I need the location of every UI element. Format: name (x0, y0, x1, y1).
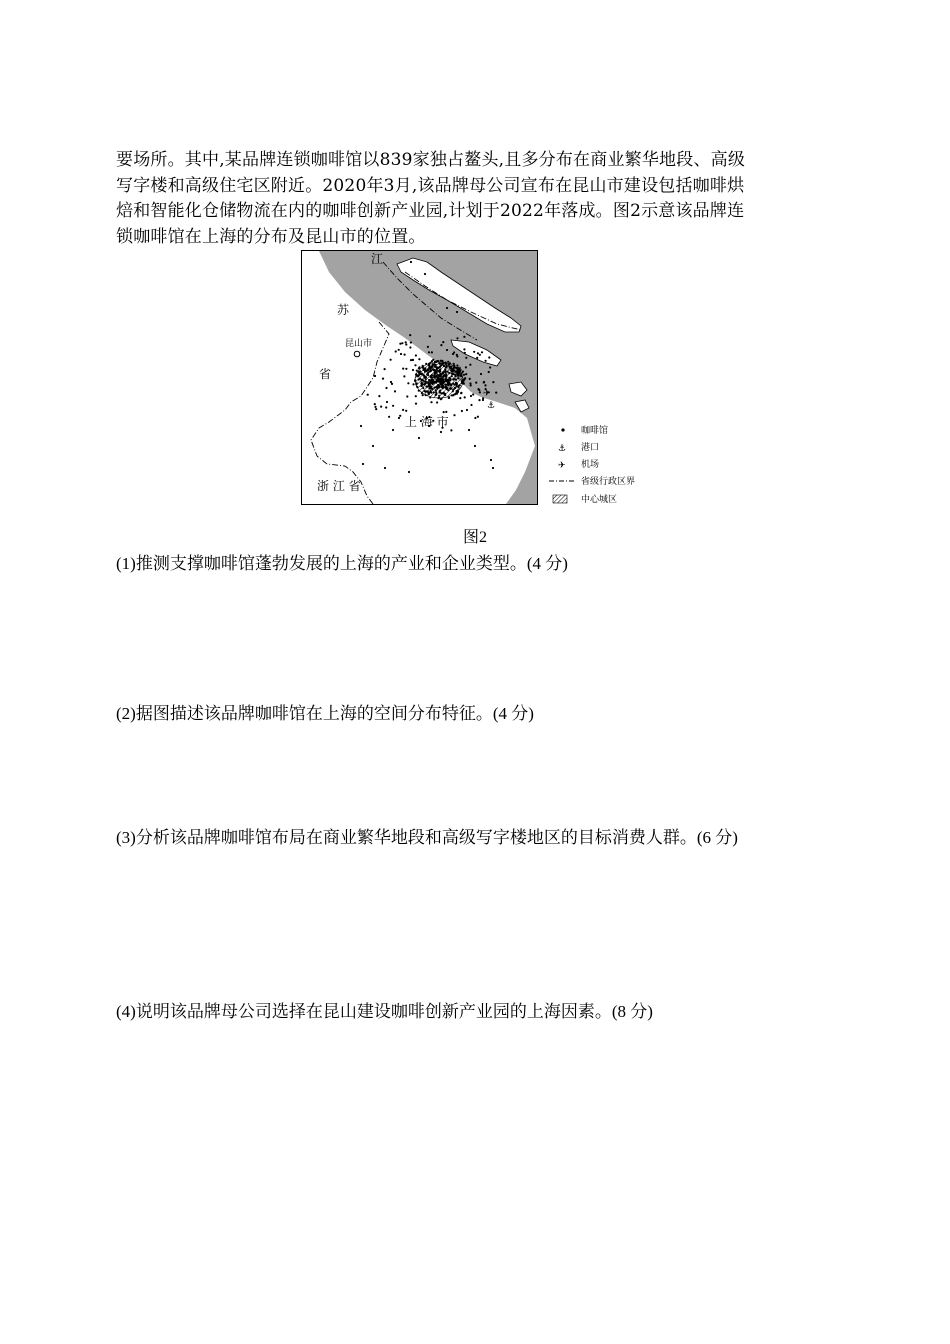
coffee-shop-dot (474, 445, 476, 447)
coffee-shop-dot (444, 375, 446, 377)
coffee-shop-dot (468, 429, 470, 431)
coffee-shop-dot (460, 392, 462, 394)
coffee-shop-dot (443, 386, 445, 388)
coffee-shop-dot (462, 382, 464, 384)
coffee-shop-dot (410, 359, 412, 361)
coffee-shop-dot (374, 403, 376, 405)
legend-label: 咖啡馆 (581, 426, 609, 436)
coffee-shop-dot (452, 373, 454, 375)
coffee-shop-dot (470, 384, 472, 386)
coffee-shop-dot (428, 379, 430, 381)
coffee-shop-dot (450, 366, 452, 368)
coffee-shop-dot (461, 410, 463, 412)
coffee-shop-dot (431, 351, 433, 353)
anchor-icon: ⚓ (558, 444, 567, 454)
coffee-shop-dot (425, 363, 427, 365)
coffee-shop-dot (421, 383, 423, 385)
coffee-shop-dot (418, 358, 420, 360)
coffee-shop-dot (464, 396, 466, 398)
coffee-shop-dot (425, 376, 427, 378)
coffee-shop-dot (401, 342, 403, 344)
coffee-shop-dot (447, 361, 449, 363)
coffee-shop-dot (422, 394, 424, 396)
coffee-shop-dot (469, 378, 471, 380)
coffee-shop-dot (412, 369, 414, 371)
coffee-shop-dot (403, 375, 405, 377)
kunshan-marker (354, 351, 360, 357)
coffee-shop-dot (435, 364, 437, 366)
coffee-shop-dot (464, 352, 466, 354)
coffee-shop-dot (449, 387, 451, 389)
question-4: (4)说明该品牌母公司选择在昆山建设咖啡创新产业园的上海因素。(8 分) (116, 1002, 653, 1021)
coffee-shop-dot (451, 375, 453, 377)
coffee-shop-dot (416, 386, 418, 388)
coffee-shop-dot (426, 369, 428, 371)
coffee-shop-dot (360, 425, 362, 427)
coffee-shop-dot (394, 390, 396, 392)
coffee-shop-dot (422, 387, 424, 389)
coffee-shop-dot (395, 350, 397, 352)
coffee-shop-dot (380, 406, 382, 408)
coffee-shop-dot (404, 354, 406, 356)
coffee-shop-dot (443, 381, 445, 383)
coffee-shop-dot (477, 416, 479, 418)
coffee-shop-dot (452, 353, 454, 355)
legend-label: 省级行政区界 (581, 477, 636, 487)
coffee-shop-dot (445, 378, 447, 380)
coffee-shop-dot (390, 359, 392, 361)
coffee-shop-dot (456, 393, 458, 395)
coffee-shop-dot (470, 404, 472, 406)
coffee-shop-dot (446, 365, 448, 367)
coffee-shop-dot (474, 417, 476, 419)
coffee-shop-dot (412, 383, 414, 385)
coffee-shop-dot (438, 395, 440, 397)
coffee-shop-dot (405, 410, 407, 412)
coffee-shop-dot (480, 373, 482, 375)
coffee-shop-dot (435, 391, 437, 393)
coffee-shop-dot (428, 382, 430, 384)
coffee-shop-dot (426, 373, 428, 375)
coffee-shop-dot (443, 371, 445, 373)
coffee-shop-dot (439, 370, 441, 372)
coffee-shop-dot (477, 388, 479, 390)
question-1: (1)推测支撑咖啡馆蓬勃发展的上海的产业和企业类型。(4 分) (116, 554, 568, 573)
coffee-shop-dot (433, 373, 435, 375)
coffee-shop-dot (479, 391, 481, 393)
coffee-shop-dot (445, 373, 447, 375)
coffee-shop-dot (450, 385, 452, 387)
coffee-shop-dot (445, 384, 447, 386)
coffee-shop-dot (452, 388, 454, 390)
coffee-shop-dot (473, 351, 475, 353)
figure-caption: 图2 (462, 529, 487, 546)
coffee-shop-dot (456, 337, 458, 339)
coffee-shop-dot (435, 389, 437, 391)
coffee-shop-dot (430, 401, 432, 403)
coffee-shop-dot (405, 341, 407, 343)
coffee-shop-dot (398, 417, 400, 419)
coffee-shop-dot (456, 355, 458, 357)
coffee-shop-dot (436, 401, 438, 403)
coffee-shop-dot (402, 368, 404, 370)
coffee-shop-dot (444, 371, 446, 373)
anchor-icon: ⚓ (487, 401, 496, 411)
coffee-shop-dot (436, 387, 438, 389)
coffee-shop-dot (412, 359, 414, 361)
coffee-shop-dot (477, 352, 479, 354)
coffee-shop-dot (481, 351, 483, 353)
coffee-shop-dot (424, 371, 426, 373)
coffee-shop-dot (446, 349, 448, 351)
coffee-shop-dot (439, 373, 441, 375)
coffee-shop-dot (464, 377, 466, 379)
coffee-shop-dot (430, 376, 432, 378)
label-zhejiang: 浙 江 省 (317, 479, 361, 493)
coffee-shop-dot (463, 336, 465, 338)
coffee-shop-dot (429, 335, 431, 337)
coffee-shop-dot (457, 389, 459, 391)
coffee-shop-dot (440, 398, 442, 400)
airplane-icon: ✈ (415, 371, 423, 381)
coffee-shop-dot (406, 395, 408, 397)
coffee-shop-dot (439, 381, 441, 383)
coffee-shop-dot (444, 368, 446, 370)
coffee-shop-dot (432, 381, 434, 383)
coffee-shop-dot (485, 360, 487, 362)
passage-line: 要场所。其中,某品牌连锁咖啡馆以839家独占鳌头,且多分布在商业繁华地段、高级 (116, 150, 746, 170)
coffee-shop-dot (475, 382, 477, 384)
coffee-shop-dot (399, 343, 401, 345)
coffee-shop-dot (441, 378, 443, 380)
coffee-shop-dot (374, 375, 376, 377)
coffee-shop-dot (483, 381, 485, 383)
coffee-shop-dot (488, 356, 490, 358)
coffee-shop-dot (470, 395, 472, 397)
coffee-shop-dot (430, 386, 432, 388)
coffee-shop-dot (430, 392, 432, 394)
airplane-icon: ✈ (483, 389, 491, 399)
airplane-icon: ✈ (558, 461, 566, 471)
label-jiang: 江 (371, 252, 384, 266)
coffee-shop-dot (384, 467, 386, 469)
coffee-shop-dot (448, 397, 450, 399)
question-2: (2)据图描述该品牌咖啡馆在上海的空间分布特征。(4 分) (116, 704, 534, 723)
coffee-shop-dot (400, 353, 402, 355)
dot-icon (561, 428, 564, 431)
coffee-shop-dot (445, 411, 447, 413)
coffee-shop-dot (415, 383, 417, 385)
coffee-shop-dot (439, 379, 441, 381)
coffee-shop-dot (447, 379, 449, 381)
label-su: 苏 (337, 303, 350, 317)
coffee-shop-dot (424, 273, 426, 275)
coffee-shop-dot (441, 363, 443, 365)
coffee-shop-dot (367, 394, 369, 396)
coffee-shop-dot (440, 360, 442, 362)
coffee-shop-dot (466, 409, 468, 411)
coffee-shop-dot (451, 370, 453, 372)
coffee-shop-dot (427, 346, 429, 348)
figure-2-map (301, 250, 661, 506)
coffee-shop-dot (418, 437, 420, 439)
map-legend (549, 424, 635, 505)
coffee-shop-dot (442, 384, 444, 386)
coffee-shop-dot (415, 403, 417, 405)
coffee-shop-dot (443, 411, 445, 413)
coffee-shop-dot (431, 383, 433, 385)
coffee-shop-dot (465, 373, 467, 375)
coffee-shop-dot (372, 445, 374, 447)
coffee-shop-dot (465, 357, 467, 359)
coffee-shop-dot (436, 367, 438, 369)
coffee-shop-dot (424, 369, 426, 371)
coffee-shop-dot (432, 359, 434, 361)
coffee-shop-dot (435, 371, 437, 373)
coffee-shop-dot (409, 346, 411, 348)
coffee-shop-dot (428, 391, 430, 393)
coffee-shop-dot (385, 387, 387, 389)
coffee-shop-dot (451, 368, 453, 370)
coffee-shop-dot (409, 334, 411, 336)
coffee-shop-dot (440, 344, 442, 346)
coffee-shop-dot (488, 371, 490, 373)
coffee-shop-dot (415, 395, 417, 397)
coffee-shop-dot (425, 394, 427, 396)
coffee-shop-dot (362, 463, 364, 465)
coffee-shop-dot (433, 375, 435, 377)
coffee-shop-dot (386, 401, 388, 403)
question-3: (3)分析该品牌咖啡馆布局在商业繁华地段和高级写字楼地区的目标消费人群。(6 分) (116, 828, 738, 847)
coffee-shop-dot (439, 362, 441, 364)
coffee-shop-dot (430, 367, 432, 369)
coffee-shop-dot (388, 416, 390, 418)
coffee-shop-dot (391, 383, 393, 385)
coffee-shop-dot (446, 307, 448, 309)
coffee-shop-dot (458, 384, 460, 386)
label-kunshan: 昆山市 (345, 339, 373, 349)
coffee-shop-dot (455, 382, 457, 384)
coffee-shop-dot (378, 395, 380, 397)
coffee-shop-dot (418, 390, 420, 392)
coffee-shop-dot (408, 471, 410, 473)
coffee-shop-dot (463, 348, 465, 350)
coffee-shop-dot (439, 392, 441, 394)
coffee-shop-dot (456, 311, 458, 313)
coffee-shop-dot (437, 397, 439, 399)
coffee-shop-dot (428, 351, 430, 353)
coffee-shop-dot (439, 366, 441, 368)
coffee-shop-dot (423, 380, 425, 382)
coffee-shop-dot (398, 349, 400, 351)
coffee-shop-dot (451, 394, 453, 396)
coffee-shop-dot (435, 380, 437, 382)
coffee-shop-dot (457, 377, 459, 379)
coffee-shop-dot (479, 354, 481, 356)
coffee-shop-dot (443, 365, 445, 367)
coffee-shop-dot (435, 394, 437, 396)
passage (116, 148, 836, 250)
coffee-shop-dot (385, 406, 387, 408)
coffee-shop-dot (438, 385, 440, 387)
coffee-shop-dot (489, 366, 491, 368)
coffee-shop-dot (492, 467, 494, 469)
coffee-shop-dot (410, 261, 412, 263)
coffee-shop-dot (446, 371, 448, 373)
coffee-shop-dot (484, 384, 486, 386)
coffee-shop-dot (452, 383, 454, 385)
anchor-icon: ⚓ (455, 366, 464, 377)
hatched-box-icon (553, 495, 567, 503)
coffee-shop-dot (495, 392, 497, 394)
coffee-shop-dot (476, 357, 478, 359)
coffee-shop-dot (478, 399, 480, 401)
passage-line: 写字楼和高级住宅区附近。2020年3月,该品牌母公司宣布在昆山市建设包括咖啡烘 (116, 175, 745, 196)
passage-line: 焙和智能化仓储物流在内的咖啡创新产业园,计划于2022年落成。图2示意该品牌连 (116, 201, 745, 221)
coffee-shop-dot (410, 341, 412, 343)
coffee-shop-dot (455, 379, 457, 381)
legend-label: 机场 (581, 460, 600, 470)
coffee-shop-dot (469, 382, 471, 384)
coffee-shop-dot (448, 363, 450, 365)
coffee-shop-dot (392, 405, 394, 407)
coffee-shop-dot (438, 375, 440, 377)
coffee-shop-dot (407, 382, 409, 384)
coffee-shop-dot (382, 378, 384, 380)
coffee-shop-dot (424, 383, 426, 385)
coffee-shop-dot (440, 431, 442, 433)
coffee-shop-dot (450, 429, 452, 431)
coffee-shop-dot (429, 396, 431, 398)
coffee-shop-dot (443, 392, 445, 394)
coffee-shop-dot (465, 366, 467, 368)
coffee-shop-dot (472, 393, 474, 395)
coffee-shop-dot (442, 341, 444, 343)
coffee-shop-dot (433, 387, 435, 389)
coffee-shop-dot (448, 383, 450, 385)
coffee-shop-dot (453, 414, 455, 416)
coffee-shop-dot (418, 366, 420, 368)
coffee-shop-dot (392, 429, 394, 431)
coffee-shop-dot (405, 368, 407, 370)
coffee-shop-dot (390, 381, 392, 383)
coffee-shop-dot (433, 369, 435, 371)
coffee-shop-dot (428, 364, 430, 366)
coffee-shop-dot (415, 354, 417, 356)
coffee-shop-dot (455, 385, 457, 387)
coffee-shop-dot (425, 391, 427, 393)
coffee-shop-dot (425, 378, 427, 380)
coffee-shop-dot (445, 363, 447, 365)
coffee-shop-dot (452, 390, 454, 392)
coffee-shop-dot (454, 387, 456, 389)
coffee-shop-dot (384, 368, 386, 370)
coffee-shop-dot (449, 379, 451, 381)
coffee-shop-dot (436, 360, 438, 362)
coffee-shop-dot (375, 408, 377, 410)
coffee-shop-dot (427, 385, 429, 387)
label-shanghai: 上 海 市 (405, 415, 449, 429)
coffee-shop-dot (448, 372, 450, 374)
coffee-shop-dot (405, 343, 407, 345)
coffee-shop-dot (414, 364, 416, 366)
label-sheng: 省 (319, 367, 332, 381)
coffee-shop-dot (402, 409, 404, 411)
coffee-shop-dot (429, 370, 431, 372)
legend-label: 港口 (581, 443, 600, 453)
coffee-shop-dot (399, 415, 401, 417)
coffee-shop-dot (446, 387, 448, 389)
coffee-shop-dot (421, 392, 423, 394)
coffee-shop-dot (459, 397, 461, 399)
coffee-shop-dot (482, 399, 484, 401)
coffee-shop-dot (433, 391, 435, 393)
coffee-shop-dot (469, 364, 471, 366)
coffee-shop-dot (374, 406, 376, 408)
coffee-shop-dot (490, 459, 492, 461)
passage-line: 锁咖啡馆在上海的分布及昆山市的位置。 (116, 226, 426, 247)
coffee-shop-dot (435, 376, 437, 378)
coffee-shop-dot (492, 381, 494, 383)
legend-label: 中心城区 (581, 495, 618, 505)
